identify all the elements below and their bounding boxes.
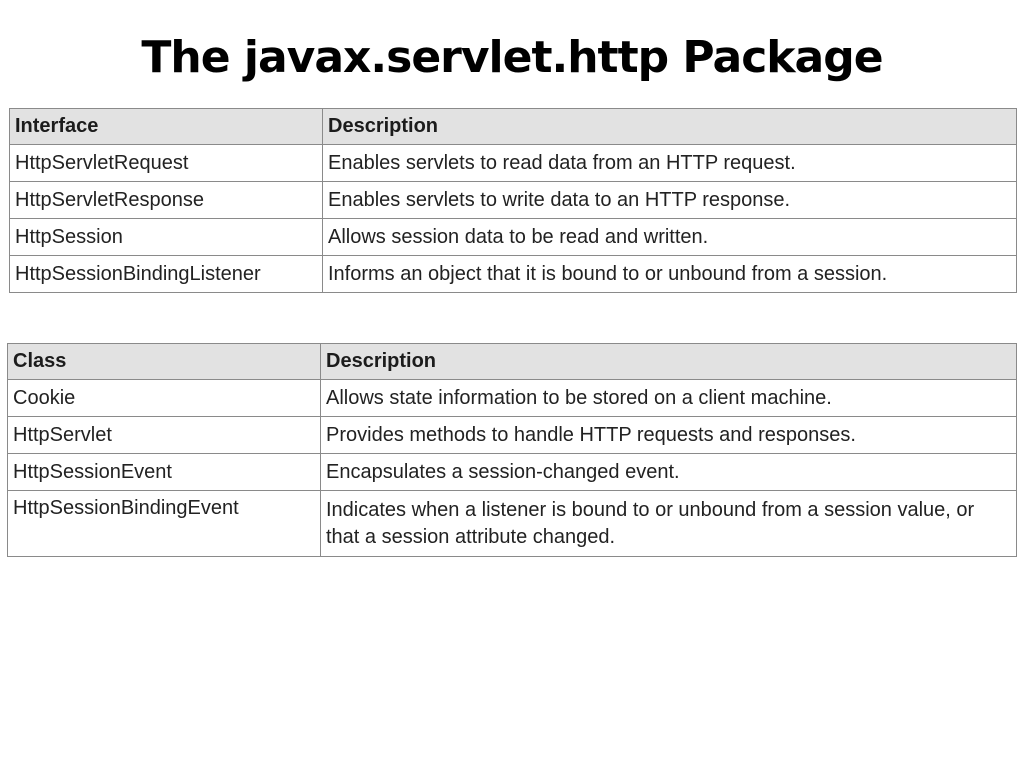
interface-name-cell: HttpSessionBindingListener	[10, 256, 323, 293]
table-row	[8, 491, 1017, 557]
table-row	[8, 380, 1017, 417]
description-column-header: Description	[321, 344, 1017, 380]
interface-table-header-row	[10, 109, 1017, 145]
interface-column-header: Interface	[10, 109, 323, 145]
interface-description-cell: Enables servlets to read data from an HTTP request.	[323, 145, 1017, 182]
class-description-cell: Encapsulates a session-changed event.	[321, 454, 1017, 491]
interface-description-cell: Enables servlets to write data to an HTTP response.	[323, 182, 1017, 219]
slide-title: The javax.servlet.http Package	[141, 32, 883, 83]
description-column-header: Description	[323, 109, 1017, 145]
class-table-header-row	[8, 344, 1017, 380]
table-row	[10, 182, 1017, 219]
table-row	[8, 454, 1017, 491]
class-column-header: Class	[8, 344, 321, 380]
table-row	[10, 145, 1017, 182]
table-row	[10, 219, 1017, 256]
class-name-cell: HttpSessionBindingEvent	[8, 491, 321, 557]
class-description-cell: Provides methods to handle HTTP requests and responses.	[321, 417, 1017, 454]
class-description-cell: Allows state information to be stored on a client machine.	[321, 380, 1017, 417]
interface-name-cell: HttpServletResponse	[10, 182, 323, 219]
class-name-cell: Cookie	[8, 380, 321, 417]
table-row	[8, 417, 1017, 454]
class-description-cell: Indicates when a listener is bound to or unbound from a session value, or that a session attribute changed.	[321, 491, 1017, 557]
interface-name-cell: HttpSession	[10, 219, 323, 256]
interface-description-cell: Allows session data to be read and written.	[323, 219, 1017, 256]
table-row	[10, 256, 1017, 293]
interface-name-cell: HttpServletRequest	[10, 145, 323, 182]
class-table	[7, 343, 1017, 557]
class-name-cell: HttpServlet	[8, 417, 321, 454]
interface-description-cell: Informs an object that it is bound to or unbound from a session.	[323, 256, 1017, 293]
interface-table	[9, 108, 1017, 293]
class-name-cell: HttpSessionEvent	[8, 454, 321, 491]
